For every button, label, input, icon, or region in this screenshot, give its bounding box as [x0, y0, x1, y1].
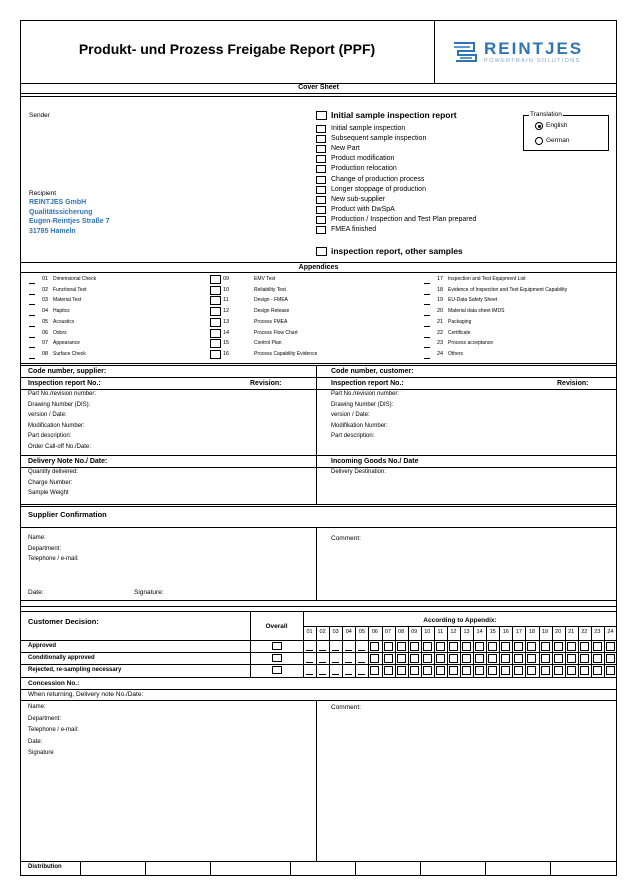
divider [290, 861, 291, 876]
appendix-checkbox[interactable] [475, 642, 484, 651]
according-label: According to Appendix: [423, 617, 497, 624]
appendix-column-header: 10 [424, 629, 431, 635]
option-label: Production relocation [331, 165, 397, 173]
appendix-number: 01 [42, 276, 49, 282]
appendix-checkbox[interactable] [554, 654, 563, 663]
appendix-column-header: 16 [502, 629, 509, 635]
checkbox[interactable] [316, 145, 326, 153]
appendix-number: 21 [437, 318, 444, 325]
supplier-confirmation-title: Supplier Confirmation [28, 510, 107, 519]
appendix-number: 22 [437, 329, 444, 336]
checkbox[interactable] [210, 350, 221, 359]
appendix-checkbox[interactable] [462, 642, 471, 651]
translation-legend: Translation [530, 111, 562, 118]
checkbox[interactable] [424, 283, 430, 284]
supplier-field-label: Part description: [28, 433, 72, 439]
appendix-checkbox[interactable] [514, 654, 523, 663]
checkbox[interactable] [29, 283, 35, 284]
divider [20, 611, 617, 612]
appendix-checkbox[interactable] [306, 650, 313, 651]
delivery-field-label: Charge Number: [28, 479, 73, 486]
checkbox[interactable] [316, 125, 326, 133]
reintjes-logo-icon [452, 41, 478, 63]
appendix-column-header: 08 [398, 629, 405, 635]
appendix-number: 06 [42, 329, 49, 336]
checkbox[interactable] [424, 315, 430, 316]
appendix-label: Design - FMEA [254, 297, 288, 304]
checkbox[interactable] [316, 216, 326, 224]
appendix-label: Dimensional Check [53, 276, 97, 282]
appendix-column-header: 21 [568, 629, 575, 635]
appendix-column-header: 22 [581, 629, 588, 635]
checkbox[interactable] [316, 165, 326, 173]
appendix-label: EU-Data Safety Sheet [448, 297, 498, 304]
appendix-checkbox[interactable] [488, 654, 497, 663]
appendix-checkbox[interactable] [449, 666, 458, 675]
appendices-title: Appendices [298, 264, 339, 271]
appendix-number: 19 [437, 297, 444, 304]
checkbox[interactable] [29, 337, 35, 338]
appendix-checkbox[interactable] [580, 642, 589, 651]
appendix-column-header: 15 [489, 629, 496, 635]
appendix-number: 08 [42, 350, 49, 357]
divider [20, 363, 617, 364]
customer-revision-label: Revision: [557, 380, 589, 387]
appendix-number: 20 [437, 308, 444, 315]
appendix-number: 14 [223, 329, 230, 336]
appendix-checkbox[interactable] [358, 662, 365, 663]
appendix-checkbox[interactable] [306, 662, 313, 663]
appendix-checkbox[interactable] [306, 674, 313, 675]
appendix-checkbox[interactable] [332, 662, 339, 663]
appendix-number: 03 [42, 297, 49, 304]
divider [20, 527, 617, 528]
decision-field-label: Department: [28, 715, 62, 722]
decision-field-label: Telephone / e-mail: [28, 727, 79, 733]
option-label: Initial sample inspection [331, 125, 406, 132]
appendix-checkbox[interactable] [593, 666, 602, 675]
appendix-checkbox[interactable] [397, 642, 406, 651]
appendix-checkbox[interactable] [527, 654, 536, 663]
customer-report-label: Inspection report No.: [331, 380, 404, 387]
appendix-checkbox[interactable] [423, 654, 432, 663]
appendix-column-header: 17 [515, 629, 522, 635]
divider [20, 700, 617, 701]
appendix-checkbox[interactable] [606, 654, 615, 663]
customer-field-label: Modifikation Number: [331, 422, 388, 429]
appendix-column-header: 23 [594, 629, 601, 635]
page-title: Produkt- und Prozess Freigabe Report (PPF) [78, 41, 376, 57]
option-label: inspection report, other samples [331, 246, 463, 256]
appendix-checkbox[interactable] [501, 642, 510, 651]
appendix-checkbox[interactable] [436, 642, 445, 651]
recipient-line: REINTJES GmbH [29, 199, 87, 206]
checkbox[interactable] [424, 326, 430, 327]
appendix-number: 15 [223, 340, 230, 347]
appendix-number: 12 [223, 308, 230, 315]
option-label: New sub-supplier [331, 195, 386, 203]
divider [20, 506, 617, 507]
overall-checkbox[interactable] [272, 666, 282, 674]
checkbox[interactable] [29, 358, 35, 359]
sender-field[interactable] [29, 121, 299, 181]
divider [316, 700, 317, 861]
appendix-checkbox[interactable] [541, 666, 550, 675]
appendix-number: 17 [437, 276, 444, 282]
customer-field-label: version / Date: [331, 412, 370, 418]
option-label: FMEA finished [331, 226, 377, 233]
appendix-column-header: 12 [450, 629, 457, 635]
divider [20, 455, 617, 456]
checkbox[interactable] [29, 294, 35, 295]
checkbox[interactable] [424, 304, 430, 305]
appendix-checkbox[interactable] [319, 650, 326, 651]
delivery-field-label: Quantity delivered: [28, 469, 79, 475]
checkbox[interactable] [29, 347, 35, 348]
option-label: Longer stoppage of production [331, 185, 426, 193]
appendix-checkbox[interactable] [370, 654, 379, 663]
appendix-number: 16 [223, 350, 230, 357]
customer-field-label: Part No./revision number: [331, 391, 400, 397]
concession-label: Concession No.: [28, 680, 80, 687]
appendix-checkbox[interactable] [462, 654, 471, 663]
appendix-checkbox[interactable] [436, 666, 445, 675]
delivery-field-label: Sample Weight [28, 490, 69, 496]
appendix-label: Surface Check [53, 350, 86, 357]
recipient-line: 31785 Hameln [29, 227, 76, 235]
appendix-checkbox[interactable] [410, 642, 419, 651]
option-label: Subsequent sample inspection [331, 135, 427, 143]
appendix-checkbox[interactable] [449, 642, 458, 651]
appendix-column-header: 13 [463, 629, 470, 635]
appendix-checkbox[interactable] [541, 654, 550, 663]
supplier-field-label: Part No./revision number: [28, 391, 97, 397]
appendix-number: 02 [42, 286, 49, 293]
supplier-field-label: version / Date: [28, 412, 67, 418]
option-label: Change of production process [331, 175, 425, 183]
appendix-checkbox[interactable] [593, 654, 602, 663]
appendix-checkbox[interactable] [606, 666, 615, 675]
distribution-label: Distribution [28, 864, 62, 870]
appendix-checkbox[interactable] [514, 642, 523, 651]
appendix-label: Process Capability Evidence [254, 350, 318, 357]
checkbox[interactable] [424, 294, 430, 295]
appendix-checkbox[interactable] [436, 654, 445, 663]
option-label: Initial sample inspection report [331, 110, 457, 120]
supplier-field-label: Modification Number: [28, 422, 85, 429]
checkbox[interactable] [316, 111, 327, 120]
appendix-checkbox[interactable] [397, 654, 406, 663]
divider [20, 600, 617, 601]
appendix-column-header: 01 [306, 629, 313, 635]
divider [20, 606, 617, 607]
decision-row-label: Approved [28, 643, 57, 649]
radio-label: English [546, 122, 568, 129]
checkbox[interactable] [316, 135, 326, 143]
overall-checkbox[interactable] [272, 654, 282, 662]
return-label: When returning, Delivery note No./Date: [28, 691, 144, 698]
decision-field-label: Name: [28, 704, 46, 710]
appendix-checkbox[interactable] [332, 674, 339, 675]
appendix-checkbox[interactable] [554, 666, 563, 675]
customer-decision-title: Customer Decision: [28, 617, 99, 626]
appendix-checkbox[interactable] [410, 666, 419, 675]
appendix-checkbox[interactable] [397, 666, 406, 675]
appendix-label: Appearance [53, 340, 80, 347]
appendix-label: Reliability Test [254, 286, 286, 293]
appendix-column-header: 18 [528, 629, 535, 635]
appendix-checkbox[interactable] [541, 642, 550, 651]
appendix-checkbox[interactable] [462, 666, 471, 675]
appendix-label: Material Test [53, 297, 82, 304]
appendix-label: EMV Test [254, 276, 276, 282]
appendix-checkbox[interactable] [567, 642, 576, 651]
appendix-checkbox[interactable] [449, 654, 458, 663]
decision-field-label: Signature [28, 750, 54, 756]
divider [485, 861, 486, 876]
logo-subtitle: POWERTRAIN SOLUTIONS [484, 58, 581, 64]
incoming-goods-label: Incoming Goods No./ Date [331, 458, 419, 465]
appendix-column-header: 04 [345, 629, 352, 635]
checkbox[interactable] [29, 304, 35, 305]
appendix-checkbox[interactable] [384, 666, 393, 675]
recipient-address [29, 198, 110, 236]
appendix-number: 13 [223, 318, 230, 325]
recipient-label: Recipient [29, 190, 57, 197]
appendix-number: 07 [42, 340, 49, 347]
appendix-label: Process FMEA [254, 318, 288, 325]
recipient-line: Qualitätssicherung [29, 208, 93, 216]
appendix-checkbox[interactable] [345, 650, 352, 651]
option-label: Product with DwSpA [331, 205, 395, 213]
divider [20, 652, 617, 653]
appendix-checkbox[interactable] [332, 650, 339, 651]
appendix-checkbox[interactable] [606, 642, 615, 651]
appendix-column-header: 03 [332, 629, 339, 635]
overall-checkbox[interactable] [272, 642, 282, 650]
divider [434, 20, 435, 83]
customer-field-label: Part description: [331, 433, 375, 439]
checkbox[interactable] [316, 176, 326, 184]
incoming-field-label: Delivery Destination: [331, 469, 387, 475]
divider [20, 677, 617, 678]
divider [210, 861, 211, 876]
supplier-report-label: Inspection report No.: [28, 380, 101, 387]
appendix-checkbox[interactable] [580, 666, 589, 675]
divider [20, 504, 617, 505]
appendix-label: Inspection and Test Equipment List [448, 276, 526, 282]
appendix-checkbox[interactable] [475, 666, 484, 675]
company-logo [452, 40, 612, 66]
checkbox[interactable] [316, 206, 326, 214]
appendix-label: Acoustics [53, 318, 75, 325]
checkbox[interactable] [210, 307, 221, 316]
appendix-checkbox[interactable] [527, 666, 536, 675]
supplier-field-label: Drawing Number (DIS): [28, 401, 91, 408]
appendix-checkbox[interactable] [488, 642, 497, 651]
appendix-checkbox[interactable] [501, 654, 510, 663]
checkbox[interactable] [316, 226, 326, 234]
sender-label: Sender [29, 112, 50, 119]
confirmation-signature-label: Signature: [134, 589, 164, 596]
appendix-checkbox[interactable] [345, 674, 352, 675]
appendix-column-header: 09 [411, 629, 418, 635]
customer-field-label: Drawing Number (DIS): [331, 401, 394, 408]
customer-code-label: Code number, customer: [331, 368, 414, 375]
appendix-number: 09 [223, 276, 230, 282]
divider [80, 861, 81, 876]
appendix-label: Process Flow Chart [254, 329, 298, 336]
appendix-column-header: 11 [437, 629, 444, 635]
overall-label: Overall [265, 623, 288, 630]
appendix-number: 11 [223, 297, 229, 304]
appendix-checkbox[interactable] [358, 674, 365, 675]
appendix-checkbox[interactable] [384, 654, 393, 663]
supplier-revision-label: Revision: [250, 380, 282, 387]
divider [316, 527, 317, 600]
divider [20, 365, 617, 366]
cover-sheet-title: Cover Sheet [298, 84, 339, 91]
appendix-checkbox[interactable] [475, 654, 484, 663]
appendix-checkbox[interactable] [567, 654, 576, 663]
appendix-number: 05 [42, 318, 49, 325]
appendix-checkbox[interactable] [345, 662, 352, 663]
confirmation-field-label: Telephone / e-mail: [28, 556, 79, 562]
divider [20, 96, 617, 97]
appendix-checkbox[interactable] [554, 642, 563, 651]
radio-label: German [546, 137, 570, 144]
appendix-checkbox[interactable] [384, 642, 393, 651]
appendix-number: 04 [42, 308, 49, 315]
appendix-column-header: 19 [541, 629, 549, 635]
appendix-label: Certificate [448, 329, 471, 336]
appendix-label: Evidence of Inspection and Test Equipment Capability [448, 286, 568, 293]
appendix-label: Control Plan [254, 340, 282, 347]
divider [20, 861, 617, 862]
decision-row-label: Conditionally approved [28, 655, 95, 661]
confirmation-field-label: Name: [28, 535, 46, 541]
appendix-checkbox[interactable] [423, 642, 432, 651]
appendix-checkbox[interactable] [580, 654, 589, 663]
checkbox[interactable] [210, 296, 221, 305]
option-label: Production / Inspection and Test Plan prepared [331, 215, 477, 223]
checkbox[interactable] [316, 247, 327, 256]
appendix-column-header: 07 [384, 629, 392, 635]
appendix-checkbox[interactable] [514, 666, 523, 675]
checkbox[interactable] [210, 329, 221, 338]
appendix-label: Functional Test [53, 286, 87, 293]
recipient-line: Eugen-Reintjes Straße 7 [29, 218, 110, 225]
appendix-checkbox[interactable] [319, 674, 326, 675]
appendix-checkbox[interactable] [593, 642, 602, 651]
appendix-label: Others [448, 350, 464, 357]
appendix-checkbox[interactable] [567, 666, 576, 675]
option-label: Product modification [331, 155, 395, 163]
radio-button[interactable] [535, 122, 543, 130]
checkbox[interactable] [210, 339, 221, 348]
appendix-label: Odors [53, 329, 67, 336]
divider [20, 467, 617, 468]
decision-field-label: Date: [28, 738, 43, 745]
appendix-label: Haptics [53, 308, 70, 315]
divider [20, 93, 617, 94]
appendix-checkbox[interactable] [501, 666, 510, 675]
appendix-column-header: 24 [607, 629, 614, 635]
confirmation-date-label: Date: [28, 589, 44, 596]
divider [20, 272, 617, 273]
divider [420, 861, 421, 876]
appendix-number: 23 [437, 340, 444, 347]
checkbox[interactable] [424, 347, 430, 348]
appendix-checkbox[interactable] [527, 642, 536, 651]
checkbox[interactable] [210, 275, 221, 284]
appendix-checkbox[interactable] [319, 662, 326, 663]
appendix-checkbox[interactable] [410, 654, 419, 663]
checkbox[interactable] [29, 315, 35, 316]
confirmation-field-label: Department: [28, 545, 62, 552]
checkbox[interactable] [316, 186, 326, 194]
appendix-column-header: 05 [358, 629, 365, 635]
decision-comment-field[interactable] [331, 714, 611, 854]
appendix-checkbox[interactable] [488, 666, 497, 675]
checkbox[interactable] [424, 337, 430, 338]
divider [20, 389, 617, 390]
checkbox[interactable] [210, 286, 221, 295]
appendix-number: 24 [437, 350, 444, 357]
appendix-label: Design Release [254, 308, 290, 315]
appendix-column-header: 06 [371, 629, 378, 635]
appendix-checkbox[interactable] [423, 666, 432, 675]
divider [316, 365, 317, 505]
appendix-checkbox[interactable] [370, 642, 379, 651]
confirmation-comment-field[interactable] [331, 545, 611, 597]
report-type-options [316, 110, 516, 260]
divider [250, 611, 251, 677]
logo-name: REINTJES [484, 39, 584, 58]
radio-button[interactable] [535, 137, 543, 145]
appendix-checkbox[interactable] [370, 666, 379, 675]
divider [20, 640, 617, 641]
divider [20, 377, 617, 378]
supplier-field-label: Order Call-off No./Date: [28, 443, 91, 450]
checkbox[interactable] [316, 155, 326, 163]
appendix-number: 18 [437, 286, 444, 293]
appendix-checkbox[interactable] [358, 650, 365, 651]
divider [550, 861, 551, 876]
delivery-note-label: Delivery Note No./ Date: [28, 458, 108, 465]
appendix-label: Process acceptance [448, 340, 494, 347]
checkbox[interactable] [29, 326, 35, 327]
appendix-column-header: 20 [555, 629, 562, 635]
appendix-number: 10 [223, 286, 230, 293]
checkbox[interactable] [424, 358, 430, 359]
checkbox[interactable] [210, 318, 221, 327]
appendix-label: Packaging [448, 318, 472, 325]
appendix-column-header: 14 [476, 629, 483, 635]
appendix-label: Material data sheet IMDS [448, 308, 505, 315]
appendix-column-header: 02 [319, 629, 326, 635]
decision-comment-label: Comment: [331, 704, 361, 711]
option-label: New Part [331, 145, 360, 153]
supplier-code-label: Code number, supplier: [28, 368, 107, 375]
confirmation-comment-label: Comment: [331, 535, 361, 542]
checkbox[interactable] [316, 196, 326, 204]
divider [355, 861, 356, 876]
divider [145, 861, 146, 876]
decision-row-label: Rejected, re-sampling necessary [28, 667, 122, 673]
